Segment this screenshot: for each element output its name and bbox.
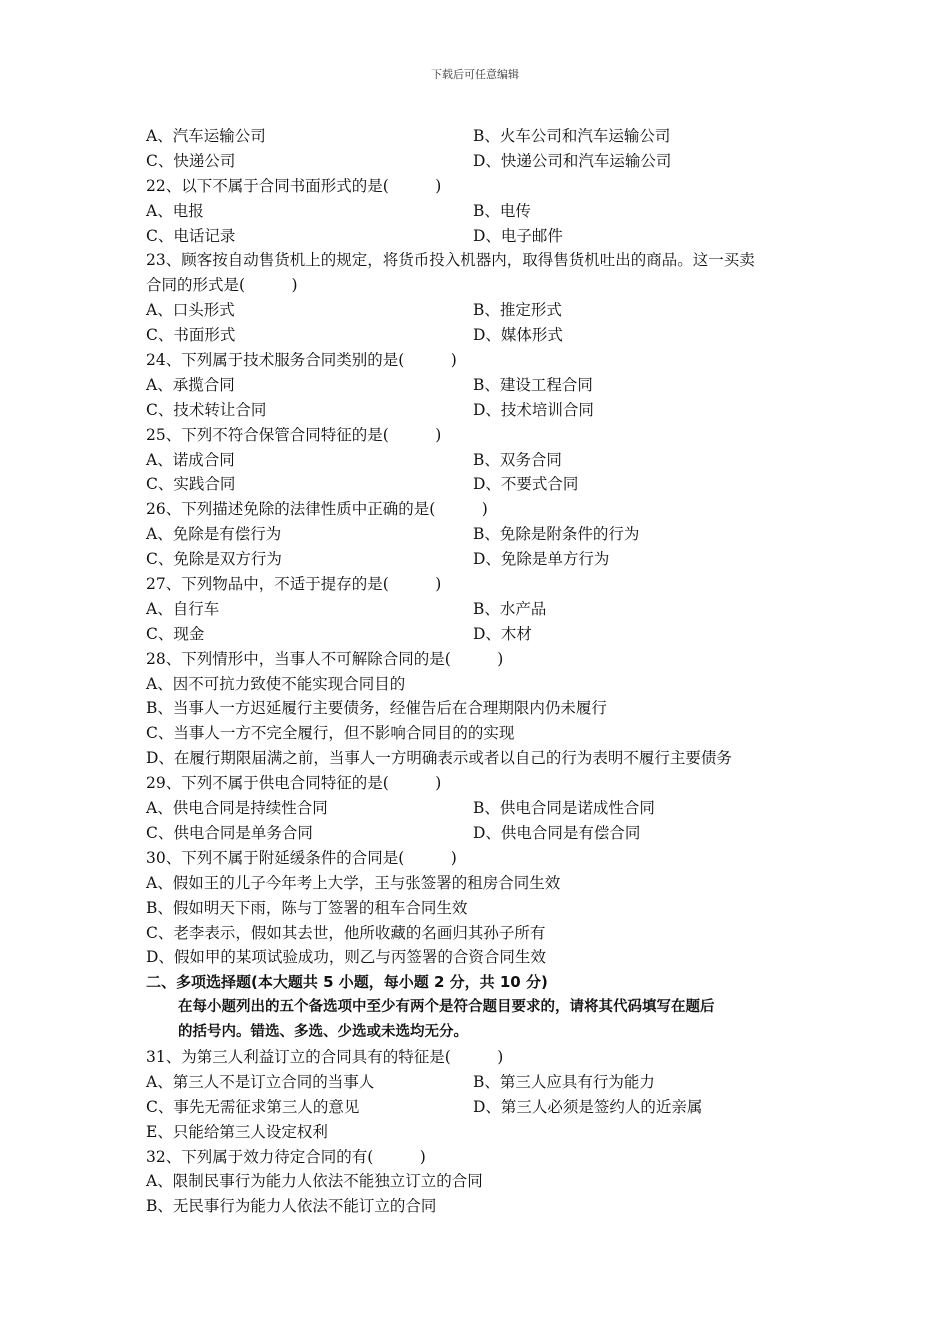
option-right: B、第三人应具有行为能力 bbox=[473, 1072, 655, 1091]
option-row bbox=[146, 1070, 816, 1095]
option-left: A、诺成合同 bbox=[146, 450, 235, 469]
question-line: 22、以下不属于合同书面形式的是( ) bbox=[146, 176, 442, 195]
question-line: B、当事人一方迟延履行主要债务，经催告后在合理期限内仍未履行 bbox=[146, 699, 607, 718]
option-right: D、免除是单方行为 bbox=[473, 550, 610, 569]
option-left: C、快递公司 bbox=[146, 151, 236, 170]
question-line: 31、为第三人利益订立的合同具有的特征是( ) bbox=[146, 1047, 504, 1066]
option-right: B、供电合同是诺成性合同 bbox=[473, 799, 655, 818]
question-line: 25、下列不符合保管合同特征的是( ) bbox=[146, 425, 442, 444]
option-left: C、实践合同 bbox=[146, 475, 236, 494]
option-right: D、媒体形式 bbox=[473, 326, 563, 345]
option-row bbox=[146, 597, 816, 622]
question-line: 23、顾客按自动售货机上的规定，将货币投入机器内，取得售货机吐出的商品。这一买卖 bbox=[146, 251, 755, 270]
option-row bbox=[146, 547, 816, 572]
section-instruction: 在每小题列出的五个备选项中至少有两个是符合题目要求的，请将其代码填写在题后 bbox=[178, 999, 715, 1016]
option-left: A、自行车 bbox=[146, 599, 220, 618]
option-left: A、第三人不是订立合同的当事人 bbox=[146, 1072, 375, 1091]
option-left: A、汽车运输公司 bbox=[146, 127, 266, 145]
option-row bbox=[146, 323, 816, 348]
exam-content bbox=[146, 124, 816, 1219]
option-right: B、电传 bbox=[473, 201, 531, 220]
question-line: 29、下列不属于供电合同特征的是( ) bbox=[146, 774, 442, 793]
question-line: B、无民事行为能力人依法不能订立的合同 bbox=[146, 1197, 437, 1216]
option-left: C、电话记录 bbox=[146, 226, 236, 245]
option-left: C、书面形式 bbox=[146, 326, 236, 345]
option-right: D、供电合同是有偿合同 bbox=[473, 823, 641, 842]
option-row bbox=[146, 298, 816, 323]
option-row bbox=[146, 522, 816, 547]
option-right: B、水产品 bbox=[473, 599, 547, 618]
question-line: 32、下列属于效力待定合同的有( ) bbox=[146, 1147, 426, 1166]
question-line: 27、下列物品中，不适于提存的是( ) bbox=[146, 575, 442, 594]
option-row bbox=[146, 373, 816, 398]
option-right: D、电子邮件 bbox=[473, 226, 563, 245]
option-row bbox=[146, 149, 816, 174]
option-left: A、免除是有偿行为 bbox=[146, 525, 282, 544]
option-left: C、供电合同是单务合同 bbox=[146, 823, 313, 842]
option-row bbox=[146, 199, 816, 224]
option-row bbox=[146, 448, 816, 473]
option-left: C、免除是双方行为 bbox=[146, 550, 282, 569]
option-left: C、事先无需征求第三人的意见 bbox=[146, 1097, 360, 1116]
option-right: B、推定形式 bbox=[473, 301, 562, 320]
option-row bbox=[146, 472, 816, 497]
section-instruction: 的括号内。错选、多选、少选或未选均无分。 bbox=[178, 1024, 468, 1041]
option-left: A、承揽合同 bbox=[146, 375, 235, 394]
option-row bbox=[146, 124, 816, 149]
option-row bbox=[146, 398, 816, 423]
question-line: 26、下列描述免除的法律性质中正确的是( ) bbox=[146, 500, 488, 519]
question-line: A、限制民事行为能力人依法不能独立订立的合同 bbox=[146, 1172, 483, 1191]
option-right: D、不要式合同 bbox=[473, 475, 579, 494]
question-line: A、因不可抗力致使不能实现合同目的 bbox=[146, 674, 406, 693]
option-right: B、双务合同 bbox=[473, 450, 562, 469]
question-line: 合同的形式是( ) bbox=[146, 276, 298, 295]
option-left: A、口头形式 bbox=[146, 301, 235, 320]
question-line: A、假如王的儿子今年考上大学，王与张签署的租房合同生效 bbox=[146, 873, 561, 892]
question-line: B、假如明天下雨，陈与丁签署的租车合同生效 bbox=[146, 898, 468, 917]
question-line: C、老李表示，假如其去世，他所收藏的名画归其孙子所有 bbox=[146, 923, 546, 942]
option-right: D、第三人必须是签约人的近亲属 bbox=[473, 1097, 703, 1116]
option-row bbox=[146, 622, 816, 647]
option-left: A、电报 bbox=[146, 201, 204, 220]
question-line: 28、下列情形中，当事人不可解除合同的是( ) bbox=[146, 649, 504, 668]
option-left: A、供电合同是持续性合同 bbox=[146, 799, 328, 818]
option-right: B、免除是附条件的行为 bbox=[473, 525, 640, 544]
question-line: D、假如甲的某项试验成功，则乙与丙签署的合资合同生效 bbox=[146, 948, 546, 967]
option-right: D、木材 bbox=[473, 624, 532, 643]
option-row bbox=[146, 1095, 816, 1120]
question-line: D、在履行期限届满之前，当事人一方明确表示或者以自己的行为表明不履行主要债务 bbox=[146, 749, 732, 768]
page-header: 下载后可任意编辑 bbox=[431, 68, 519, 81]
option-left: C、技术转让合同 bbox=[146, 400, 267, 419]
question-line: 24、下列属于技术服务合同类别的是( ) bbox=[146, 351, 457, 370]
option-right: D、快递公司和汽车运输公司 bbox=[473, 151, 672, 170]
option-row bbox=[146, 796, 816, 821]
section-title: 二、多项选择题(本大题共 5 小题，每小题 2 分，共 10 分) bbox=[146, 973, 548, 992]
question-line: 30、下列不属于附延缓条件的合同是( ) bbox=[146, 848, 457, 867]
question-line: C、当事人一方不完全履行，但不影响合同目的的实现 bbox=[146, 724, 515, 743]
option-row bbox=[146, 821, 816, 846]
option-right: D、技术培训合同 bbox=[473, 400, 594, 419]
option-right: B、建设工程合同 bbox=[473, 375, 593, 394]
option-row bbox=[146, 224, 816, 249]
question-line: E、只能给第三人设定权利 bbox=[146, 1122, 328, 1141]
option-right: B、火车公司和汽车运输公司 bbox=[473, 127, 671, 145]
option-left: C、现金 bbox=[146, 624, 205, 643]
